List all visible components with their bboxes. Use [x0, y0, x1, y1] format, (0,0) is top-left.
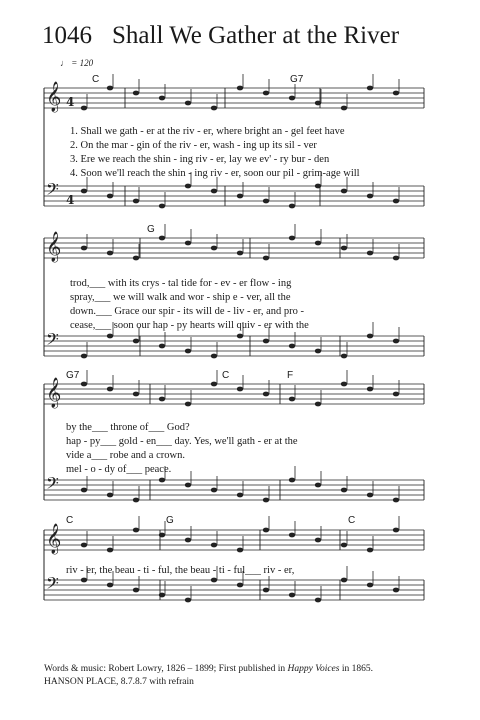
note-head — [159, 344, 165, 349]
note-head — [107, 86, 113, 91]
note-head — [237, 387, 243, 392]
note-head — [263, 528, 269, 533]
note-head — [367, 548, 373, 553]
lyric-line-verse-1: 1. Shall we gath - er at the riv - er, where bright an - gel feet have — [70, 126, 345, 137]
lyric-line-verse-1: trod,___ with its crys - tal tide for - ev - er flow - ing — [70, 278, 292, 289]
note-head — [341, 543, 347, 548]
note-head — [315, 483, 321, 488]
lyric-line-refrain: riv - er, the beau - ti - ful, the beau - ti - ful___ riv - er, — [66, 565, 295, 576]
note-head — [133, 91, 139, 96]
note-head — [159, 96, 165, 101]
note-head — [289, 533, 295, 538]
note-head — [237, 548, 243, 553]
note-head — [107, 334, 113, 339]
note-head — [81, 382, 87, 387]
note-head — [289, 593, 295, 598]
note-head — [237, 194, 243, 199]
note-head — [263, 199, 269, 204]
lyric-line-verse-2: hap - py___ gold - en___ day. Yes, we'll gath - er at the — [66, 436, 298, 447]
note-head — [81, 578, 87, 583]
note-head — [133, 199, 139, 204]
lyric-line-verse-3: 3. Ere we reach the shin - ing riv - er, lay we ev' - ry bur - den — [70, 154, 330, 165]
note-head — [315, 184, 321, 189]
lyric-line-verse-2: spray,___ we will walk and wor - ship e - ver, all the — [70, 292, 291, 303]
note-head — [263, 339, 269, 344]
time-signature: 4 — [66, 95, 75, 109]
note-head — [107, 251, 113, 256]
note-head — [185, 538, 191, 543]
note-head — [315, 538, 321, 543]
note-head — [393, 528, 399, 533]
note-head — [211, 246, 217, 251]
note-head — [81, 543, 87, 548]
note-head — [159, 204, 165, 209]
note-head — [107, 583, 113, 588]
treble-clef-icon: 𝄞 — [46, 378, 62, 408]
lyric-line-verse-4: cease,___ soon our hap - py hearts will quiv - er with the — [70, 320, 309, 331]
note-head — [133, 498, 139, 503]
note-head — [81, 106, 87, 111]
note-head — [185, 184, 191, 189]
note-head — [159, 533, 165, 538]
note-head — [367, 493, 373, 498]
treble-clef-icon: 𝄞 — [46, 82, 62, 112]
note-head — [185, 349, 191, 354]
note-head — [133, 588, 139, 593]
chord-symbol: C — [66, 515, 74, 526]
note-head — [263, 256, 269, 261]
note-head — [263, 498, 269, 503]
bass-clef-icon: 𝄢 — [46, 473, 59, 497]
note-head — [393, 256, 399, 261]
note-head — [341, 189, 347, 194]
lyric-line-verse-2: 2. On the mar - gin of the riv - er, wash - ing up its sil - ver — [70, 140, 317, 151]
note-head — [263, 392, 269, 397]
note-head — [81, 246, 87, 251]
note-head — [185, 402, 191, 407]
note-head — [211, 382, 217, 387]
note-head — [341, 488, 347, 493]
note-head — [315, 101, 321, 106]
credits-suffix: in 1865. — [339, 664, 373, 674]
note-head — [289, 96, 295, 101]
note-head — [107, 194, 113, 199]
note-head — [211, 488, 217, 493]
note-head — [315, 598, 321, 603]
note-head — [107, 548, 113, 553]
note-head — [367, 251, 373, 256]
note-head — [159, 236, 165, 241]
note-head — [185, 241, 191, 246]
note-head — [81, 189, 87, 194]
credits-line — [44, 664, 373, 674]
chord-symbol: G7 — [66, 370, 80, 381]
chord-symbol: C — [92, 74, 100, 85]
bass-clef-icon: 𝄢 — [46, 179, 59, 203]
note-head — [393, 199, 399, 204]
note-head — [211, 106, 217, 111]
note-head — [237, 334, 243, 339]
note-head — [133, 256, 139, 261]
time-signature: 4 — [66, 193, 75, 207]
lyric-line-verse-3: down.___ Grace our spir - its will de - liv - er, and pro - — [70, 306, 305, 317]
note-head — [367, 583, 373, 588]
note-head — [211, 543, 217, 548]
note-head — [159, 397, 165, 402]
note-head — [81, 354, 87, 359]
note-head — [211, 354, 217, 359]
chord-symbol: G — [166, 515, 174, 526]
note-head — [393, 339, 399, 344]
note-head — [393, 91, 399, 96]
note-head — [81, 488, 87, 493]
tempo-marking: ♩ = 120 — [60, 58, 94, 68]
bass-clef-icon: 𝄢 — [46, 573, 59, 597]
note-head — [367, 387, 373, 392]
lyric-line-verse-3: vide a___ robe and a crown. — [66, 450, 185, 461]
note-head — [393, 588, 399, 593]
note-head — [133, 392, 139, 397]
note-head — [315, 402, 321, 407]
note-head — [185, 101, 191, 106]
note-head — [237, 86, 243, 91]
treble-clef-icon: 𝄞 — [46, 524, 62, 554]
note-head — [185, 483, 191, 488]
tune-meter-line: HANSON PLACE, 8.7.8.7 with refrain — [44, 677, 194, 687]
note-head — [133, 528, 139, 533]
note-head — [289, 344, 295, 349]
note-head — [237, 583, 243, 588]
lyric-line-verse-1: by the___ throne of___ God? — [66, 422, 190, 433]
note-head — [289, 478, 295, 483]
note-head — [237, 251, 243, 256]
note-head — [315, 349, 321, 354]
note-head — [211, 189, 217, 194]
note-head — [341, 578, 347, 583]
lyric-line-verse-4: mel - o - dy of___ peace. — [66, 464, 172, 475]
chord-symbol: G7 — [290, 74, 304, 85]
note-head — [133, 339, 139, 344]
note-head — [367, 86, 373, 91]
note-head — [341, 246, 347, 251]
credits-text: Words & music: Robert Lowry, 1826 – 1899; First published in — [44, 664, 288, 674]
bass-clef-icon: 𝄢 — [46, 329, 59, 353]
note-head — [107, 493, 113, 498]
note-head — [107, 387, 113, 392]
source-title: Happy Voices — [287, 664, 340, 674]
note-head — [159, 478, 165, 483]
note-head — [185, 598, 191, 603]
note-head — [263, 588, 269, 593]
chord-symbol: C — [222, 370, 230, 381]
lyric-line-verse-4: 4. Soon we'll reach the shin - ing riv - er, soon our pil - grim-age will — [70, 168, 360, 179]
chord-symbol: F — [287, 370, 294, 381]
chord-symbol: G — [147, 224, 155, 235]
note-head — [289, 204, 295, 209]
note-head — [393, 498, 399, 503]
note-head — [263, 91, 269, 96]
chord-symbol: C — [348, 515, 356, 526]
note-head — [211, 578, 217, 583]
note-head — [393, 392, 399, 397]
note-head — [341, 106, 347, 111]
hymn-number: 1046 — [42, 22, 92, 49]
note-head — [315, 241, 321, 246]
hymn-title: Shall We Gather at the River — [112, 22, 400, 49]
note-head — [289, 397, 295, 402]
treble-clef-icon: 𝄞 — [46, 232, 62, 262]
note-head — [237, 493, 243, 498]
note-head — [367, 334, 373, 339]
note-head — [367, 194, 373, 199]
note-head — [341, 382, 347, 387]
note-head — [341, 354, 347, 359]
note-head — [159, 593, 165, 598]
note-head — [289, 236, 295, 241]
